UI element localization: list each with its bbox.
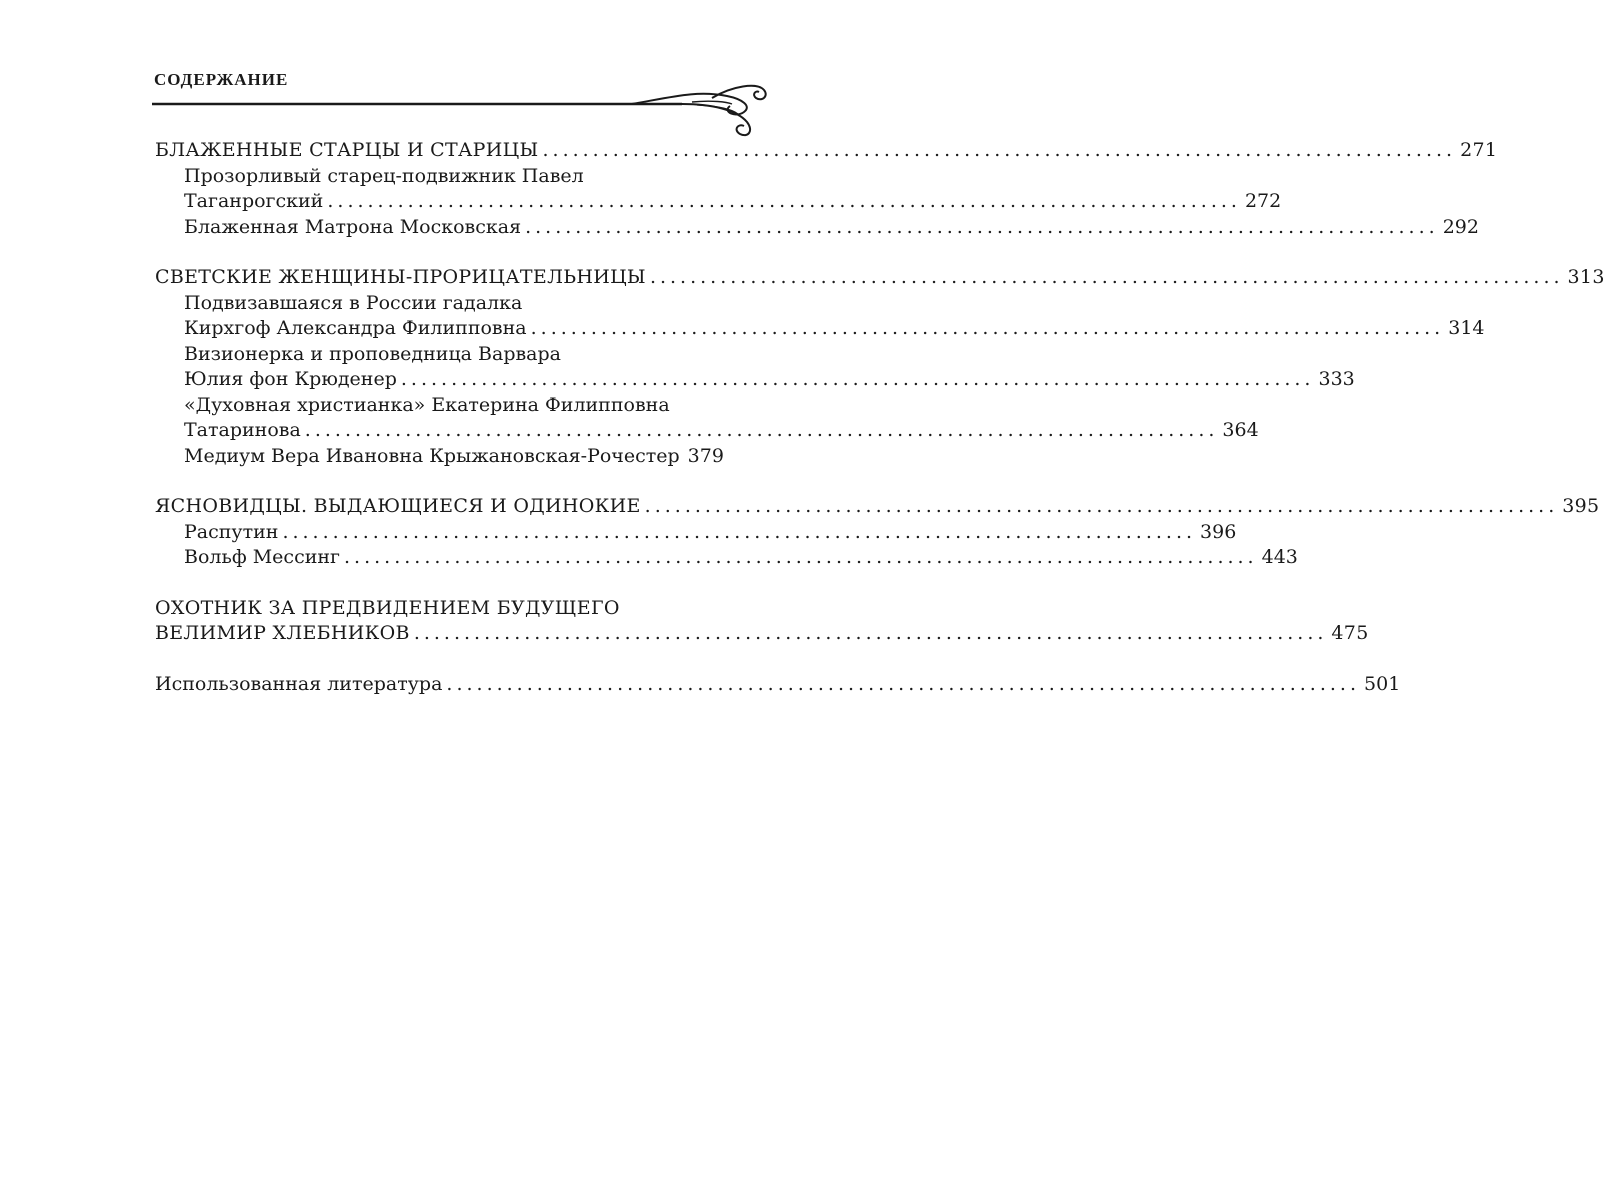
toc-entry-title-cont: Таганрогский (184, 190, 324, 212)
toc-entry[interactable] (155, 444, 724, 470)
dot-leader: ........................................................................................... (542, 139, 1457, 161)
dot-leader: ........................................................................................... (525, 215, 1439, 238)
toc-section-title-cont: ВЕЛИМИР ХЛЕБНИКОВ (155, 622, 410, 644)
toc-entry-title: Распутин (184, 520, 279, 543)
flourish-ornament-icon (152, 82, 774, 140)
toc-entry-title: Прозорливый старец-подвижник Павел (184, 164, 584, 187)
toc-entry[interactable] (155, 291, 1485, 342)
toc-section[interactable] (155, 494, 1600, 520)
toc-entry-title-cont: Татаринова (184, 419, 301, 441)
dot-leader: ........................................................................................... (327, 190, 1241, 212)
page-number: 292 (1442, 215, 1479, 238)
page-number: 475 (1331, 622, 1369, 644)
toc-section[interactable] (155, 138, 1498, 164)
dot-leader: ........................................................................................... (413, 622, 1328, 644)
toc-entry[interactable] (155, 215, 1479, 241)
toc-section[interactable] (155, 265, 1605, 291)
dot-leader: ........................................................................................... (282, 520, 1197, 543)
toc-entry-title: Подвизавшаяся в России гадалка (184, 291, 523, 314)
toc-entry[interactable] (155, 520, 1237, 546)
page-number: 395 (1562, 495, 1600, 517)
page-number: 313 (1567, 266, 1605, 288)
dot-leader: ........................................................................................... (530, 317, 1445, 339)
toc-entry-title: Медиум Вера Ивановна Крыжановская-Рочестер (184, 444, 680, 467)
toc-section-title: БЛАЖЕННЫЕ СТАРЦЫ И СТАРИЦЫ (155, 139, 539, 161)
toc-section[interactable] (155, 672, 1401, 698)
toc-entry-title-cont: Юлия фон Крюденер (184, 368, 397, 390)
dot-leader: ........................................................................................... (446, 672, 1361, 695)
page-number: 379 (687, 444, 724, 467)
toc-section-title: СВЕТСКИЕ ЖЕНЩИНЫ-ПРОРИЦАТЕЛЬНИЦЫ (155, 266, 646, 288)
page-number: 272 (1244, 190, 1282, 212)
page-number: 333 (1318, 368, 1355, 390)
page-number: 271 (1460, 139, 1498, 161)
toc-section-title: Использованная литература (155, 672, 443, 695)
toc-entry-title-cont: Кирхгоф Александра Филипповна (184, 317, 527, 339)
dot-leader: ........................................................................................... (649, 266, 1564, 288)
page-number: 314 (1448, 317, 1485, 339)
page-number: 364 (1222, 419, 1259, 441)
dot-leader: ........................................................................................... (400, 368, 1315, 390)
toc-entry[interactable] (155, 342, 1355, 393)
toc-entry[interactable] (155, 164, 1282, 215)
toc-entry[interactable] (155, 393, 1259, 444)
toc-section-title: ЯСНОВИДЦЫ. ВЫДАЮЩИЕСЯ И ОДИНОКИЕ (155, 495, 641, 517)
page-number: 443 (1261, 546, 1298, 568)
dot-leader: ........................................................................................... (344, 546, 1258, 568)
page-title: СОДЕРЖАНИЕ (154, 70, 289, 89)
toc-entry-title: «Духовная христианка» Екатерина Филипповна (184, 393, 670, 416)
toc-entry-title: Вольф Мессинг (184, 546, 340, 568)
page-number: 501 (1364, 672, 1401, 695)
toc-section-title: ОХОТНИК ЗА ПРЕДВИДЕНИЕМ БУДУЩЕГО (155, 596, 620, 619)
table-of-contents (155, 138, 1605, 697)
toc-section[interactable] (155, 596, 1369, 647)
toc-entry[interactable] (155, 545, 1298, 571)
dot-leader: ........................................................................................... (304, 419, 1219, 441)
toc-entry-title: Визионерка и проповедница Варвара (184, 342, 561, 365)
toc-entry-title: Блаженная Матрона Московская (184, 215, 522, 238)
dot-leader: ........................................................................................... (644, 495, 1559, 517)
page-number: 396 (1200, 520, 1237, 543)
